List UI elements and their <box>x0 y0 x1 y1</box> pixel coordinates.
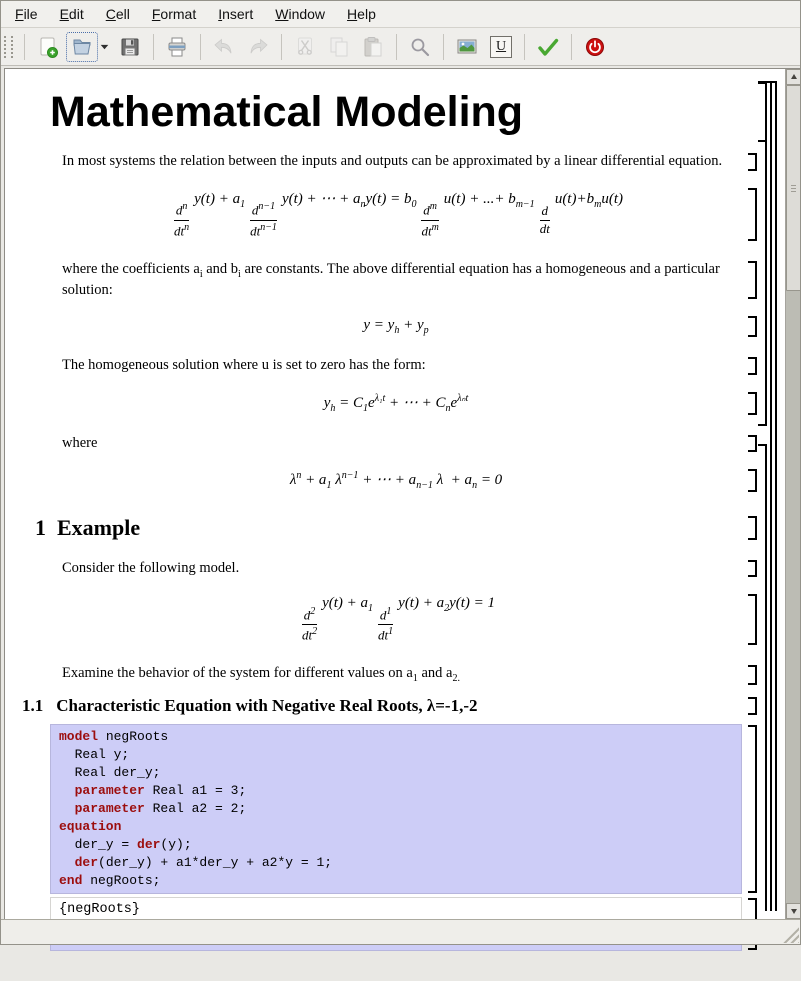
fraction: $\frac{d^{n-1}}{dt^{n-1}}$ <box>250 201 277 238</box>
cell-bracket[interactable] <box>748 697 757 715</box>
toolbar-separator <box>153 34 154 60</box>
menu-help[interactable]: Help <box>347 5 376 22</box>
save-icon <box>118 35 142 59</box>
copy-icon <box>327 35 351 59</box>
cell-bracket[interactable] <box>748 725 757 893</box>
toolbar-separator <box>443 34 444 60</box>
cell-bracket[interactable] <box>748 392 757 415</box>
scroll-down-button[interactable] <box>786 903 801 919</box>
scroll-down-icon <box>791 909 797 917</box>
cell-title[interactable] <box>50 81 742 143</box>
new-button[interactable] <box>32 32 64 62</box>
cell-bracket[interactable] <box>748 898 757 921</box>
menu-file[interactable]: File <box>15 5 38 22</box>
fraction: $\frac{d}{dt}$ <box>539 202 550 236</box>
cell-para[interactable]: Examine the behavior of the system for different values on $a_1$ and $a_{2.}$ <box>50 664 742 685</box>
menu-format[interactable]: Format <box>151 5 197 22</box>
section-title: Characteristic Equation with Negative Real Roots, λ=-1,-2 <box>56 695 478 715</box>
toolbar-separator <box>281 34 282 60</box>
menu-insert[interactable]: Insert <box>218 5 254 22</box>
cell-bracket[interactable] <box>748 516 757 540</box>
cell-para[interactable]: In most systems the relation between the inputs and outputs can be approximated by a linear differential equation. <box>50 152 742 171</box>
scrollbar-thumb[interactable] <box>786 85 801 291</box>
fraction: $\frac{d^n}{dt^n}$ <box>174 201 190 238</box>
keyword: equation <box>59 818 122 834</box>
toolbar <box>0 28 801 66</box>
keyword: parameter <box>74 782 145 798</box>
chevron-down-icon <box>98 40 111 53</box>
keyword: model <box>59 728 99 744</box>
cell-bracket[interactable] <box>748 435 757 452</box>
cell-bracket[interactable] <box>748 560 757 577</box>
cell-bracket[interactable] <box>748 357 757 374</box>
undo-button <box>208 32 240 62</box>
document-area <box>4 68 801 920</box>
cell-math[interactable]: $y_h = C_1e^{\lambda_1t}$ + ⋯ + $C_ne^{\lambda_nt}$ <box>50 391 742 416</box>
image-icon <box>455 35 479 59</box>
toolbar-separator <box>24 34 25 60</box>
toolbar-separator <box>396 34 397 60</box>
underline-button[interactable] <box>485 32 517 62</box>
paste-icon <box>361 35 385 59</box>
paste-button <box>357 32 389 62</box>
resize-grip[interactable] <box>782 926 799 943</box>
cell-bracket[interactable] <box>748 188 757 241</box>
print-button[interactable] <box>161 32 193 62</box>
menu-cell[interactable]: Cell <box>105 5 130 22</box>
open-button[interactable] <box>66 32 98 62</box>
code-line: end negRoots; <box>59 872 161 888</box>
scrollbar-grip-icon <box>791 184 796 192</box>
section-title: Example <box>57 514 141 540</box>
cut-button <box>289 32 321 62</box>
toolbar-separator <box>571 34 572 60</box>
copy-button <box>323 32 355 62</box>
underline-icon: U <box>490 36 512 58</box>
cut-icon <box>293 35 317 59</box>
fraction: $\frac{d^1}{dt^1}$ <box>378 605 394 643</box>
keyword: der <box>74 854 99 870</box>
cell-math[interactable]: $\frac{d^n}{dt^n}$ $y(t) + a_1$ $\frac{d^{n-1}}{dt^{n-1}}$ y(t) + ⋯ + $a_ny(t) = b_0$ $\frac{d^m}{dt^m}$ u(t) + ...+ $b_{m-1}$ $\frac{d}{dt}$ $u(t)+b_mu(t)$ <box>50 187 742 242</box>
document-view[interactable] <box>5 69 785 919</box>
cell-bracket[interactable] <box>748 594 757 645</box>
redo-button <box>242 32 274 62</box>
redo-icon <box>246 35 270 59</box>
cell-h1[interactable] <box>35 514 742 541</box>
scroll-up-button[interactable] <box>786 69 801 85</box>
cell-bracket[interactable] <box>748 469 757 492</box>
code-line: der(der_y) + a1*der_y + a2*y = 1; <box>74 854 333 870</box>
code-line <box>59 818 733 836</box>
cell-para[interactable]: where the coefficients $a_i$ and $b_i$ are constants. The above differential equation has a homogeneous and a particular solution: <box>50 260 742 300</box>
keyword: end <box>59 872 83 888</box>
keyword: parameter <box>74 800 145 816</box>
cell-para[interactable]: The homogeneous solution where u is set to zero has the form: <box>50 356 742 375</box>
cell-bracket[interactable] <box>748 153 757 170</box>
vertical-scrollbar[interactable] <box>785 69 801 919</box>
document-title: Mathematical Modeling <box>50 88 524 136</box>
scroll-up-icon <box>791 71 797 79</box>
cell-bracket[interactable] <box>748 316 757 337</box>
code-line: {negRoots} <box>59 901 141 917</box>
code-line: parameter Real a1 = 3; <box>74 782 247 798</box>
cell-code[interactable] <box>50 724 742 894</box>
fraction: $\frac{d^m}{dt^m}$ <box>421 201 439 238</box>
undo-icon <box>212 35 236 59</box>
menu-bar <box>0 0 801 28</box>
search-icon <box>408 35 432 59</box>
keyword: der <box>137 836 161 852</box>
section-number: 1 <box>35 514 46 540</box>
toolbar-separator <box>524 34 525 60</box>
code-line: Real y; <box>59 746 130 762</box>
search-button[interactable] <box>404 32 436 62</box>
group-bracket[interactable] <box>771 81 777 911</box>
cell-output[interactable] <box>50 897 742 922</box>
code-line: der_y = der(y); <box>59 836 192 852</box>
section-number: 1.1 <box>22 695 44 715</box>
document-cells <box>5 81 785 981</box>
cell-bracket[interactable] <box>748 665 757 684</box>
status-bar <box>0 919 801 945</box>
cell-math[interactable]: $\lambda^n + a_1$ $\lambda^{n-1}$ + ⋯ + $a_{n-1}$ $\lambda + a_n = 0$ <box>50 468 742 493</box>
evaluate-button[interactable] <box>532 32 564 62</box>
print-icon <box>165 35 189 59</box>
check-icon <box>536 35 560 59</box>
cell-math[interactable]: $\frac{d^2}{dt^2}$ $y(t) + a_1$ $\frac{d^1}{dt^1}$ $y(t) + a_2y(t) = 1$ <box>50 593 742 646</box>
new-document-icon <box>36 35 60 59</box>
code-line: model negRoots <box>59 728 169 744</box>
cell-bracket[interactable] <box>748 261 757 299</box>
cell-h2[interactable] <box>22 695 742 716</box>
cell-para[interactable]: where <box>50 434 742 453</box>
menu-edit[interactable]: Edit <box>59 5 84 22</box>
fraction: $\frac{d^2}{dt^2}$ <box>301 605 318 643</box>
code-line: parameter Real a2 = 2; <box>74 800 247 816</box>
cell-math[interactable]: $y = y_h + y_p$ <box>50 315 742 338</box>
code-line: Real der_y; <box>59 764 161 780</box>
open-menu-button[interactable] <box>96 32 112 62</box>
save-button[interactable] <box>114 32 146 62</box>
power-icon <box>583 35 607 59</box>
cell-para[interactable]: Consider the following model. <box>50 559 742 578</box>
toolbar-separator <box>200 34 201 60</box>
menu-window[interactable]: Window <box>275 5 326 22</box>
image-button[interactable] <box>451 32 483 62</box>
stop-button[interactable] <box>579 32 611 62</box>
toolbar-drag-handle[interactable] <box>4 36 13 58</box>
open-folder-icon <box>70 35 94 59</box>
